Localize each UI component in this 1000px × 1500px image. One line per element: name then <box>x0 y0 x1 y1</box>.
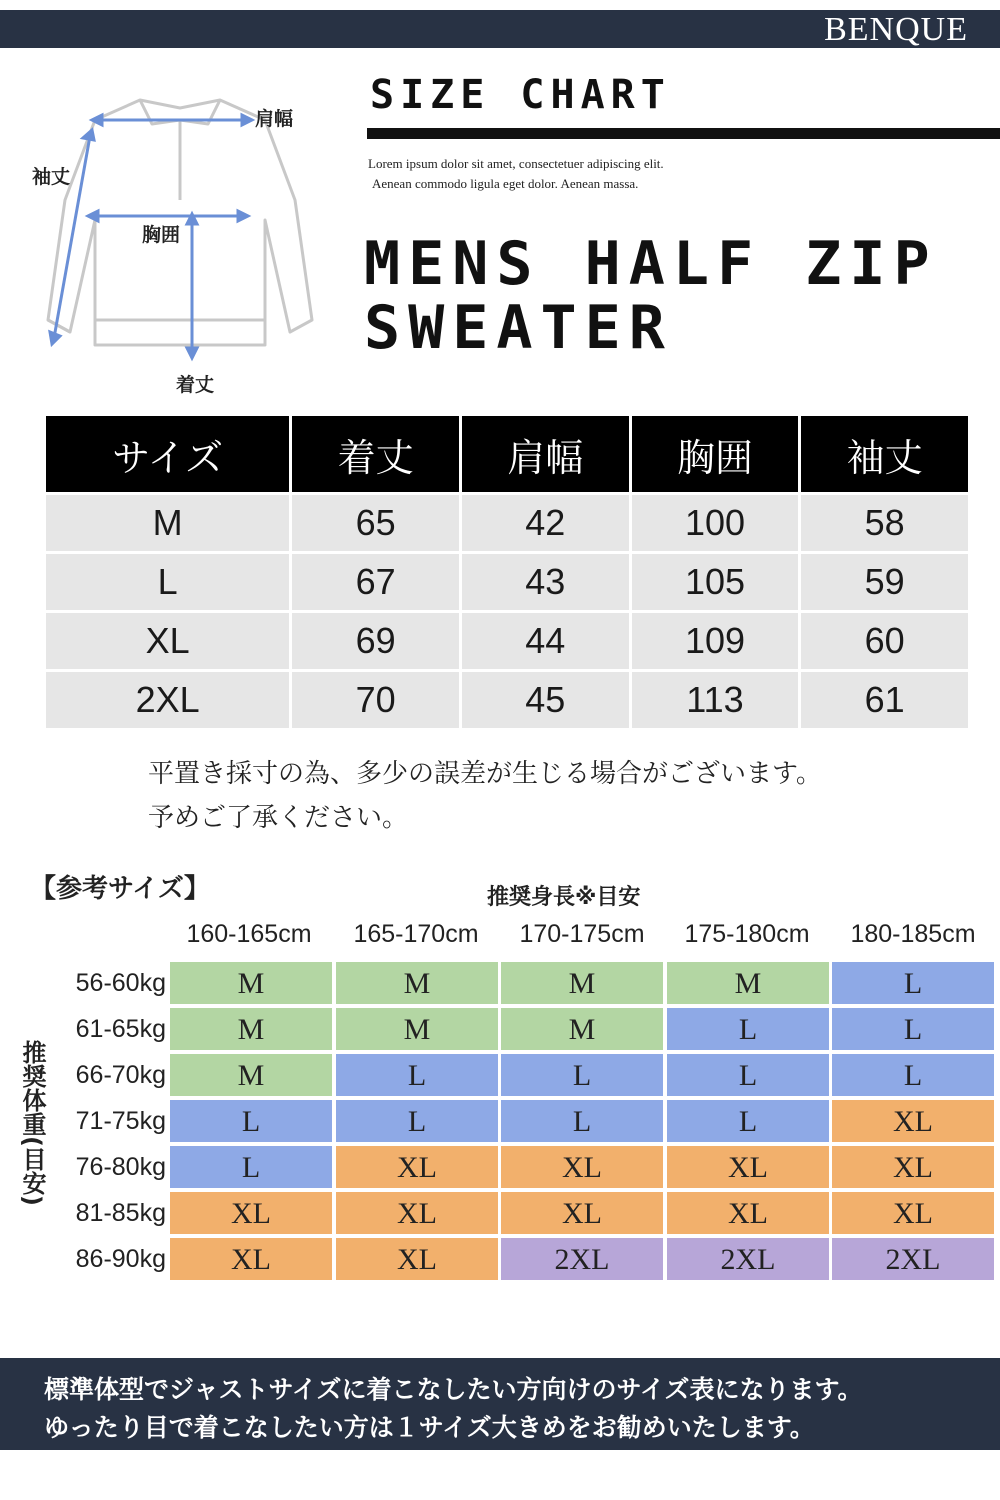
lorem-text <box>368 154 664 194</box>
height-label: 170-175cm <box>519 920 645 948</box>
table-cell: 2XL <box>46 672 289 728</box>
size-cell: L <box>170 1100 332 1142</box>
table-cell: M <box>46 495 289 551</box>
lorem-line: Lorem ipsum dolor sit amet, consectetuer adipiscing elit. <box>368 156 664 171</box>
height-label: 160-165cm <box>186 920 312 948</box>
table-cell: 58 <box>801 495 968 551</box>
weight-label: 66-70kg <box>75 1061 166 1089</box>
brand-logo: BENQUE <box>824 11 968 48</box>
measurement-note <box>148 752 822 840</box>
size-cell: L <box>336 1100 498 1142</box>
height-column-labels <box>168 920 998 956</box>
weight-label: 56-60kg <box>75 969 166 997</box>
size-cell: XL <box>170 1238 332 1280</box>
size-cell: XL <box>501 1192 663 1234</box>
size-cell: XL <box>336 1238 498 1280</box>
size-cell: XL <box>336 1146 498 1188</box>
size-cell: M <box>170 962 332 1004</box>
size-cell: XL <box>832 1192 994 1234</box>
size-cell: XL <box>170 1192 332 1234</box>
label-shoulder: 肩幅 <box>255 108 294 130</box>
table-cell: 43 <box>462 554 629 610</box>
size-cell: M <box>170 1054 332 1096</box>
table-cell: 60 <box>801 613 968 669</box>
weight-label: 86-90kg <box>75 1245 166 1273</box>
size-cell: XL <box>667 1192 829 1234</box>
header-shoulder: 肩幅 <box>462 416 629 492</box>
table-cell: XL <box>46 613 289 669</box>
measurement-table <box>43 413 971 731</box>
table-cell: 44 <box>462 613 629 669</box>
size-cell: 2XL <box>501 1238 663 1280</box>
weight-label: 76-80kg <box>75 1153 166 1181</box>
reference-size-grid <box>170 962 994 1284</box>
header-length: 着丈 <box>292 416 459 492</box>
height-label: 165-170cm <box>353 920 479 948</box>
size-cell: L <box>667 1008 829 1050</box>
weight-label: 71-75kg <box>75 1107 166 1135</box>
size-cell: L <box>832 962 994 1004</box>
size-cell: XL <box>667 1146 829 1188</box>
table-cell: 45 <box>462 672 629 728</box>
table-cell: 69 <box>292 613 459 669</box>
size-cell: L <box>667 1100 829 1142</box>
height-axis-title: 推奨身長※目安 <box>487 885 641 910</box>
note-line: 予めご了承ください。 <box>148 803 409 833</box>
size-cell: XL <box>501 1146 663 1188</box>
table-row <box>46 495 968 551</box>
size-cell: M <box>336 1008 498 1050</box>
note-line: 平置き採寸の為、多少の誤差が生じる場合がございます。 <box>148 759 822 789</box>
size-cell: M <box>170 1008 332 1050</box>
size-cell: L <box>832 1054 994 1096</box>
size-cell: XL <box>832 1100 994 1142</box>
height-label: 175-180cm <box>684 920 810 948</box>
size-chart-title: SIZE CHART <box>370 72 671 118</box>
size-cell: L <box>170 1146 332 1188</box>
size-cell: M <box>336 962 498 1004</box>
table-cell: 105 <box>632 554 799 610</box>
footer-line: ゆったり目で着こなしたい方は１サイズ大きめをお勧めいたします。 <box>44 1413 815 1442</box>
size-cell: M <box>667 962 829 1004</box>
table-row <box>46 613 968 669</box>
size-cell: L <box>501 1100 663 1142</box>
size-cell: M <box>501 1008 663 1050</box>
size-cell: M <box>501 962 663 1004</box>
title-rule <box>367 128 1000 139</box>
footer-line: 標準体型でジャストサイズに着こなしたい方向けのサイズ表になります。 <box>44 1375 863 1404</box>
reference-title: 【参考サイズ】 <box>30 874 210 904</box>
footer-banner <box>0 1358 1000 1450</box>
label-sleeve: 袖丈 <box>32 166 71 188</box>
table-cell: 42 <box>462 495 629 551</box>
weight-label: 81-85kg <box>75 1199 166 1227</box>
lorem-line: Aenean commodo ligula eget dolor. Aenean massa. <box>372 176 639 191</box>
table-cell: 59 <box>801 554 968 610</box>
weight-axis-title: 推奨体重(目安) <box>18 1040 46 1206</box>
table-cell: 70 <box>292 672 459 728</box>
size-cell: XL <box>336 1192 498 1234</box>
size-cell: 2XL <box>667 1238 829 1280</box>
product-title-line: MENS HALF ZIP <box>364 229 938 299</box>
table-header-row <box>46 416 968 492</box>
table-cell: 113 <box>632 672 799 728</box>
size-cell: 2XL <box>832 1238 994 1280</box>
size-cell: L <box>667 1054 829 1096</box>
size-cell: L <box>501 1054 663 1096</box>
table-cell: 67 <box>292 554 459 610</box>
table-cell: 65 <box>292 495 459 551</box>
height-label: 180-185cm <box>850 920 976 948</box>
label-chest: 胸囲 <box>142 224 181 246</box>
header-chest: 胸囲 <box>632 416 799 492</box>
weight-label: 61-65kg <box>75 1015 166 1043</box>
header-size: サイズ <box>46 416 289 492</box>
size-cell: L <box>832 1008 994 1050</box>
product-title-line: SWEATER <box>364 293 673 363</box>
header-sleeve: 袖丈 <box>801 416 968 492</box>
label-length: 着丈 <box>176 374 215 396</box>
table-row <box>46 672 968 728</box>
product-title <box>364 229 938 363</box>
table-cell: L <box>46 554 289 610</box>
table-cell: 61 <box>801 672 968 728</box>
table-cell: 109 <box>632 613 799 669</box>
size-cell: L <box>336 1054 498 1096</box>
table-cell: 100 <box>632 495 799 551</box>
size-cell: XL <box>832 1146 994 1188</box>
table-row <box>46 554 968 610</box>
